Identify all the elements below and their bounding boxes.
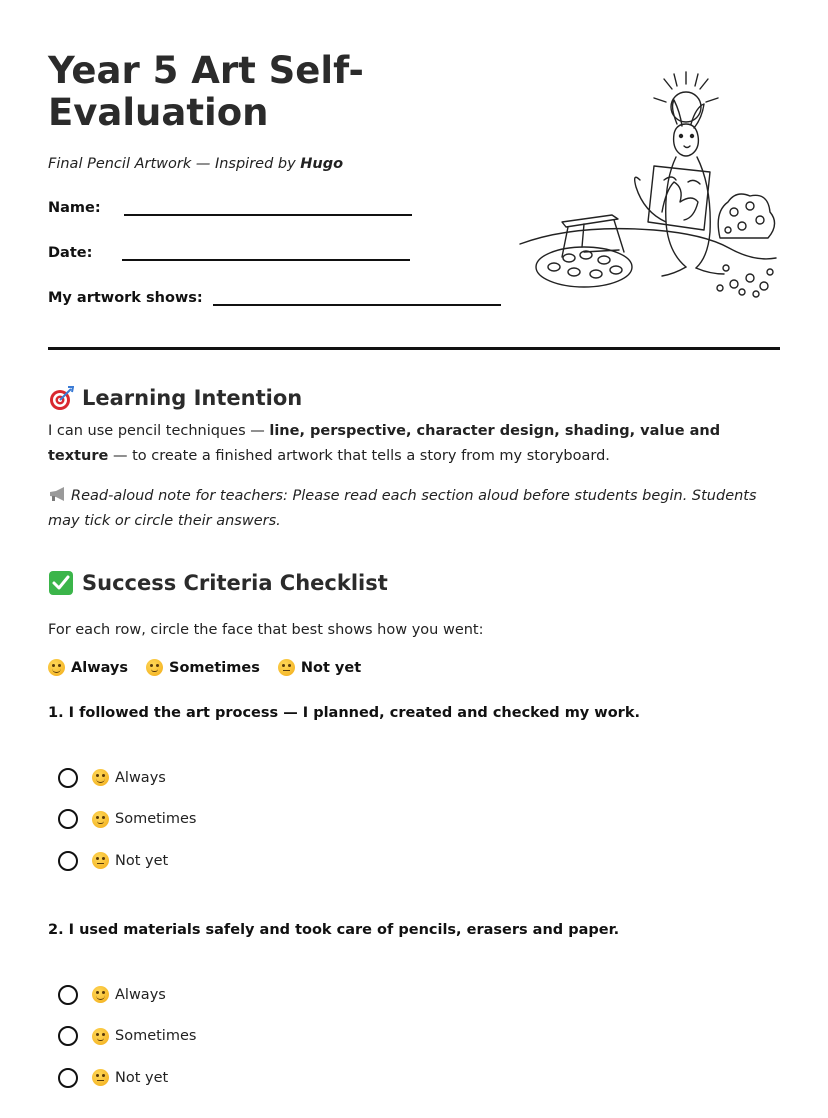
learning-intention-text [48, 419, 772, 469]
check-mark-button-icon [48, 570, 74, 596]
date-field [48, 245, 410, 261]
name-field [48, 200, 412, 216]
q1-option-always-label: Always [115, 769, 166, 786]
key-sometimes [146, 659, 260, 676]
name-label: Name: [48, 200, 101, 216]
name-input-line[interactable] [124, 214, 412, 216]
key-not-yet [278, 659, 361, 676]
palette-icon [536, 247, 632, 287]
key-not-yet-label: Not yet [300, 659, 362, 676]
smiling-face-icon [92, 769, 109, 786]
slightly-smiling-face-icon [92, 811, 109, 828]
q2-option-sometimes-label: Sometimes [115, 1028, 197, 1045]
megaphone-icon [48, 486, 68, 502]
slightly-smiling-face-icon [92, 1028, 109, 1045]
q2-option-not-yet-label: Not yet [115, 1069, 169, 1086]
learning-text-end: — to create a finished artwork that tells a story from my storyboard. [108, 448, 610, 464]
success-criteria-heading [48, 570, 388, 596]
neutral-face-icon [278, 659, 295, 676]
page-title: Year 5 Art Self-Evaluation [48, 49, 364, 134]
q1-option-sometimes-label: Sometimes [115, 811, 197, 828]
q2-radio-always[interactable] [58, 985, 78, 1005]
q1-option-not-yet-label: Not yet [115, 852, 169, 869]
q2-option-not-yet[interactable] [58, 1057, 196, 1099]
key-always-label: Always [71, 659, 129, 676]
kangaroo-painter-illustration [514, 62, 784, 307]
q2-radio-sometimes[interactable] [58, 1026, 78, 1046]
smiling-face-icon [92, 986, 109, 1003]
teacher-note [48, 484, 772, 534]
q2-option-always[interactable] [58, 974, 196, 1016]
q1-radio-sometimes[interactable] [58, 809, 78, 829]
q2-option-sometimes[interactable] [58, 1016, 196, 1058]
artwork-input-line[interactable] [213, 304, 501, 306]
date-input-line[interactable] [122, 259, 410, 261]
date-label: Date: [48, 245, 93, 261]
artwork-field [48, 290, 501, 306]
key-always [48, 659, 128, 676]
q2-radio-not-yet[interactable] [58, 1068, 78, 1088]
q1-radio-not-yet[interactable] [58, 851, 78, 871]
subtitle-text: Final Pencil Artwork — Inspired by [48, 156, 301, 172]
q1-option-sometimes[interactable] [58, 799, 196, 841]
key-sometimes-label: Sometimes [169, 659, 260, 676]
slightly-smiling-face-icon [146, 659, 163, 676]
question-2: 2. I used materials safely and took care of pencils, erasers and paper. [48, 922, 620, 938]
q1-option-not-yet[interactable] [58, 840, 196, 882]
question-2-options [58, 974, 196, 1099]
q1-radio-always[interactable] [58, 768, 78, 788]
target-icon [48, 385, 74, 411]
q1-option-always[interactable] [58, 757, 196, 799]
success-instruction: For each row, circle the face that best shows how you went: [48, 622, 484, 638]
success-criteria-title: Success Criteria Checklist [82, 571, 388, 595]
artwork-label: My artwork shows: [48, 290, 203, 306]
neutral-face-icon [92, 852, 109, 869]
question-1: 1. I followed the art process — I planned, created and checked my work. [48, 705, 640, 721]
neutral-face-icon [92, 1069, 109, 1086]
question-1-options [58, 757, 196, 882]
q2-option-always-label: Always [115, 986, 166, 1003]
teacher-note-text: Read-aloud note for teachers: Please read each section aloud before students begin. Students may tick or circle their answers. [48, 488, 757, 529]
learning-intention-title: Learning Intention [82, 386, 303, 410]
canvas-icon [648, 166, 710, 230]
learning-text-start: I can use pencil techniques — [48, 423, 270, 439]
header-divider [48, 347, 780, 350]
learning-intention-heading [48, 385, 302, 411]
smiling-face-icon [48, 659, 65, 676]
face-key [48, 659, 361, 676]
subtitle [48, 156, 343, 172]
sun-icon [654, 72, 718, 122]
subtitle-artist: Hugo [300, 156, 344, 172]
learning-text-techniques: line, perspective, character design, shading, value and texture [48, 423, 721, 464]
